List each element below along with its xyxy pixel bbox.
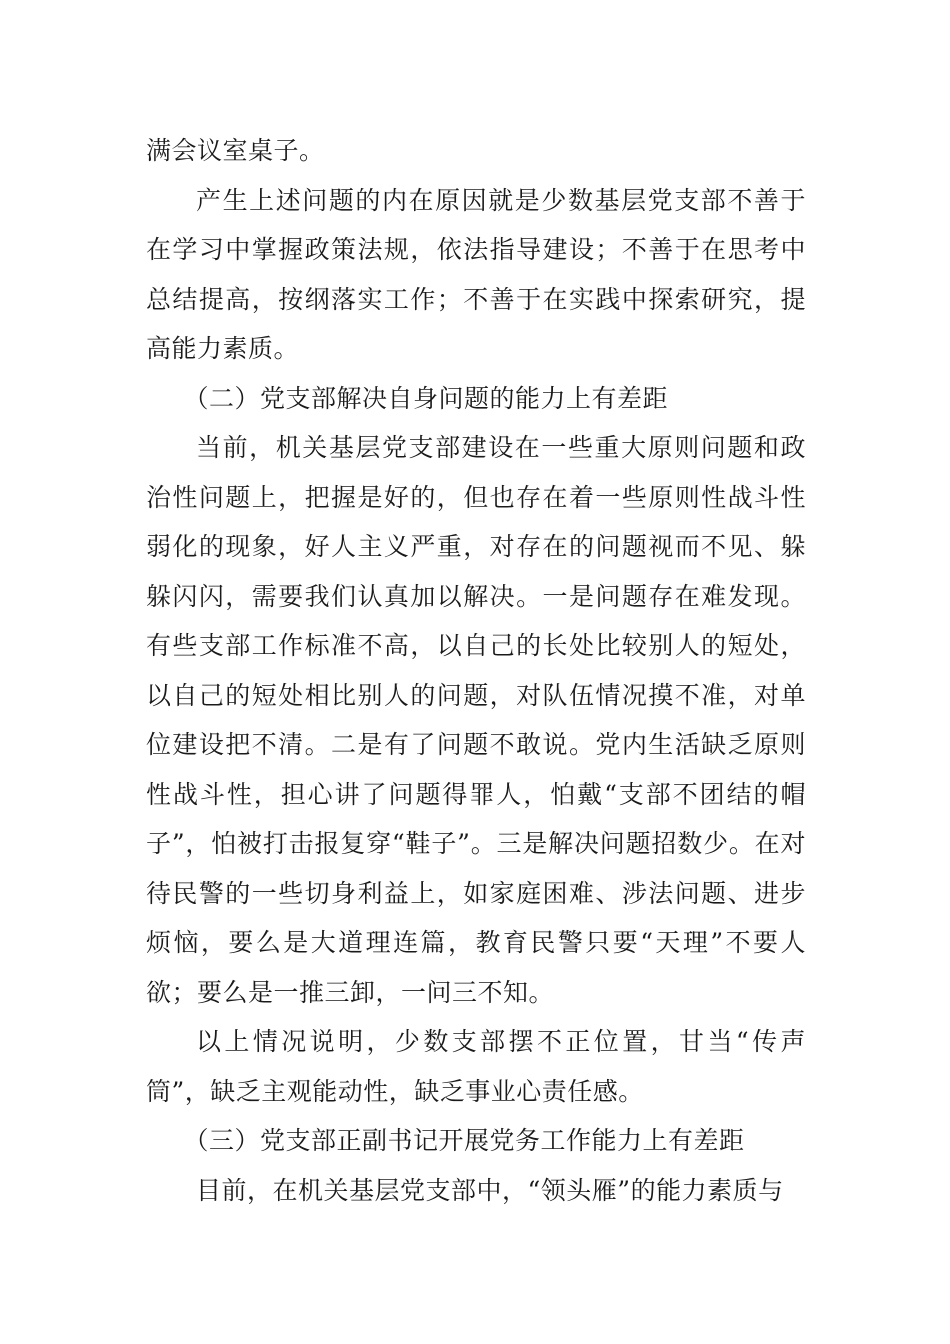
paragraph-causes: 产生上述问题的内在原因就是少数基层党支部不善于在学习中掌握政策法规，依法指导建设；不善于在思考中总结提高，按纲落实工作；不善于在实践中探索研究，提高能力素质。 [146, 185, 806, 363]
section-heading-2: （二）党支部解决自身问题的能力上有差距 [183, 383, 669, 413]
section-heading-3: （三）党支部正副书记开展党务工作能力上有差距 [183, 1126, 745, 1155]
paragraph-summary: 以上情况说明，少数支部摆不正位置，甘当“传声筒”，缺乏主观能动性，缺乏事业心责任感。 [146, 1027, 806, 1106]
document-body [146, 126, 806, 1215]
paragraph-continuation: 满会议室桌子。 [146, 136, 325, 165]
paragraph-leaders: 目前，在机关基层党支部中，“领头雁”的能力素质与 [196, 1175, 784, 1205]
paragraph-current-situation: 当前，机关基层党支部建设在一些重大原则问题和政治性问题上，把握是好的，但也存在着一些原则性战斗性弱化的现象，好人主义严重，对存在的问题视而不见、躲躲闪闪，需要我们认真加以解决。一是问题存在难发现。有些支部工作标准不高，以自己的长处比较别人的短处，以自己的短处相比别人的问题，对队伍情况摸不准，对单位建设把不清。二是有了问题不敢说。党内生活缺乏原则性战斗性，担心讲了问题得罪人，怕戴“支部不团结的帽子”，怕被打击报复穿“鞋子”。三是解决问题招数少。在对待民警的一些切身利益上，如家庭困难、涉法问题、进步烦恼，要么是大道理连篇，教育民警只要“天理”不要人欲；要么是一推三卸，一问三不知。 [146, 433, 806, 1007]
